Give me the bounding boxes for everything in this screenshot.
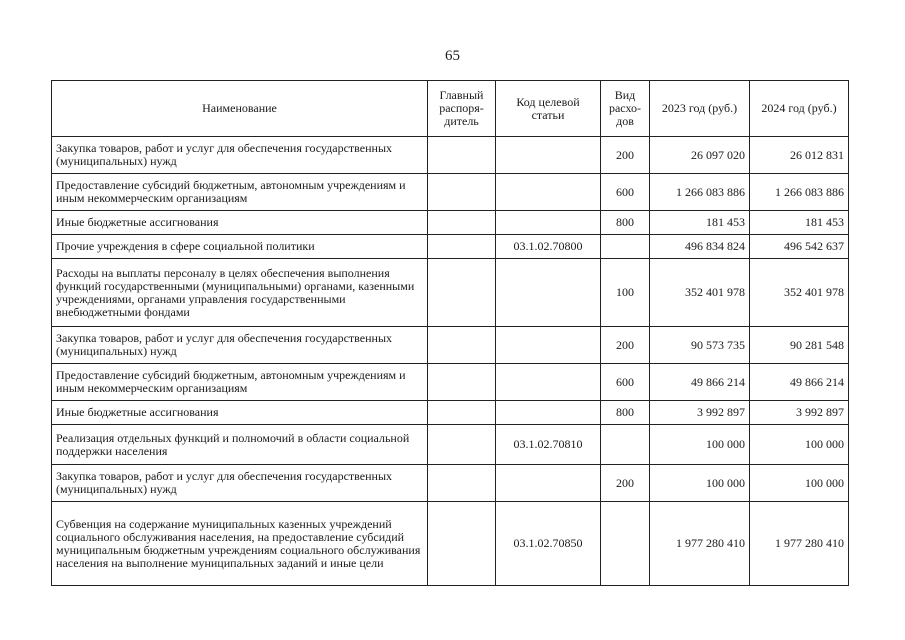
header-target-code: Код целевой статьи <box>496 81 601 137</box>
header-year-2024: 2024 год (руб.) <box>750 81 849 137</box>
table-body <box>52 137 849 586</box>
target-code-cell: 03.1.02.70800 <box>496 235 601 259</box>
expense-type-cell: 800 <box>601 211 650 235</box>
header-expense-type: Вид расхо-дов <box>601 81 650 137</box>
expense-type-cell: 200 <box>601 465 650 502</box>
item-name-cell: Предоставление субсидий бюджетным, автономным учреждениям и иным некоммерческим организациям <box>52 174 428 211</box>
amount-2023-cell: 100 000 <box>650 425 750 465</box>
item-name-cell: Предоставление субсидий бюджетным, автономным учреждениям и иным некоммерческим организациям <box>52 364 428 401</box>
amount-2024-cell: 100 000 <box>750 465 849 502</box>
table-row <box>52 425 849 465</box>
header-main-manager: Главный распоря-дитель <box>428 81 496 137</box>
amount-2024-cell: 90 281 548 <box>750 327 849 364</box>
item-name-cell: Закупка товаров, работ и услуг для обеспечения государственных (муниципальных) нужд <box>52 465 428 502</box>
main-manager-cell <box>428 364 496 401</box>
item-name-cell: Расходы на выплаты персоналу в целях обеспечения выполнения функций государственными (муниципальными) органами, казенными учреждениями, органами управления государственными внебюджетными фондами <box>52 259 428 327</box>
table-row <box>52 327 849 364</box>
table-row <box>52 259 849 327</box>
target-code-cell <box>496 211 601 235</box>
table-row <box>52 235 849 259</box>
amount-2024-cell: 1 977 280 410 <box>750 502 849 586</box>
main-manager-cell <box>428 174 496 211</box>
item-name-cell: Иные бюджетные ассигнования <box>52 211 428 235</box>
table-row <box>52 174 849 211</box>
header-year-2023: 2023 год (руб.) <box>650 81 750 137</box>
item-name-cell: Закупка товаров, работ и услуг для обеспечения государственных (муниципальных) нужд <box>52 137 428 174</box>
expense-type-cell: 100 <box>601 259 650 327</box>
main-manager-cell <box>428 401 496 425</box>
expense-type-cell: 200 <box>601 137 650 174</box>
main-manager-cell <box>428 502 496 586</box>
table-row <box>52 137 849 174</box>
main-manager-cell <box>428 235 496 259</box>
amount-2024-cell: 352 401 978 <box>750 259 849 327</box>
target-code-cell: 03.1.02.70850 <box>496 502 601 586</box>
main-manager-cell <box>428 425 496 465</box>
amount-2024-cell: 49 866 214 <box>750 364 849 401</box>
main-manager-cell <box>428 327 496 364</box>
table-row <box>52 364 849 401</box>
expense-type-cell <box>601 235 650 259</box>
target-code-cell <box>496 259 601 327</box>
item-name-cell: Субвенция на содержание муниципальных казенных учреждений социального обслуживания населения, на предоставление субсидий муниципальным бюджетным учреждениям социального обслуживания населения на выполнение муниципальных заданий и иные цели <box>52 502 428 586</box>
expense-type-cell: 600 <box>601 364 650 401</box>
page-number: 65 <box>445 48 460 64</box>
main-manager-cell <box>428 465 496 502</box>
table-row <box>52 211 849 235</box>
target-code-cell: 03.1.02.70810 <box>496 425 601 465</box>
item-name-cell: Иные бюджетные ассигнования <box>52 401 428 425</box>
main-manager-cell <box>428 211 496 235</box>
item-name-cell: Закупка товаров, работ и услуг для обеспечения государственных (муниципальных) нужд <box>52 327 428 364</box>
amount-2023-cell: 26 097 020 <box>650 137 750 174</box>
table-header-row <box>52 81 849 137</box>
main-manager-cell <box>428 137 496 174</box>
target-code-cell <box>496 465 601 502</box>
budget-table <box>51 80 849 586</box>
amount-2023-cell: 1 977 280 410 <box>650 502 750 586</box>
main-manager-cell <box>428 259 496 327</box>
target-code-cell <box>496 401 601 425</box>
amount-2024-cell: 1 266 083 886 <box>750 174 849 211</box>
table-row <box>52 465 849 502</box>
amount-2023-cell: 352 401 978 <box>650 259 750 327</box>
amount-2023-cell: 3 992 897 <box>650 401 750 425</box>
table-row <box>52 401 849 425</box>
amount-2023-cell: 1 266 083 886 <box>650 174 750 211</box>
item-name-cell: Реализация отдельных функций и полномочий в области социальной поддержки населения <box>52 425 428 465</box>
amount-2023-cell: 100 000 <box>650 465 750 502</box>
table-row <box>52 502 849 586</box>
amount-2023-cell: 496 834 824 <box>650 235 750 259</box>
amount-2024-cell: 100 000 <box>750 425 849 465</box>
expense-type-cell <box>601 502 650 586</box>
amount-2024-cell: 26 012 831 <box>750 137 849 174</box>
target-code-cell <box>496 137 601 174</box>
header-name: Наименование <box>52 81 428 137</box>
expense-type-cell: 200 <box>601 327 650 364</box>
amount-2023-cell: 49 866 214 <box>650 364 750 401</box>
target-code-cell <box>496 364 601 401</box>
amount-2024-cell: 496 542 637 <box>750 235 849 259</box>
amount-2024-cell: 181 453 <box>750 211 849 235</box>
target-code-cell <box>496 174 601 211</box>
target-code-cell <box>496 327 601 364</box>
amount-2023-cell: 181 453 <box>650 211 750 235</box>
expense-type-cell: 800 <box>601 401 650 425</box>
expense-type-cell <box>601 425 650 465</box>
item-name-cell: Прочие учреждения в сфере социальной политики <box>52 235 428 259</box>
amount-2024-cell: 3 992 897 <box>750 401 849 425</box>
amount-2023-cell: 90 573 735 <box>650 327 750 364</box>
expense-type-cell: 600 <box>601 174 650 211</box>
